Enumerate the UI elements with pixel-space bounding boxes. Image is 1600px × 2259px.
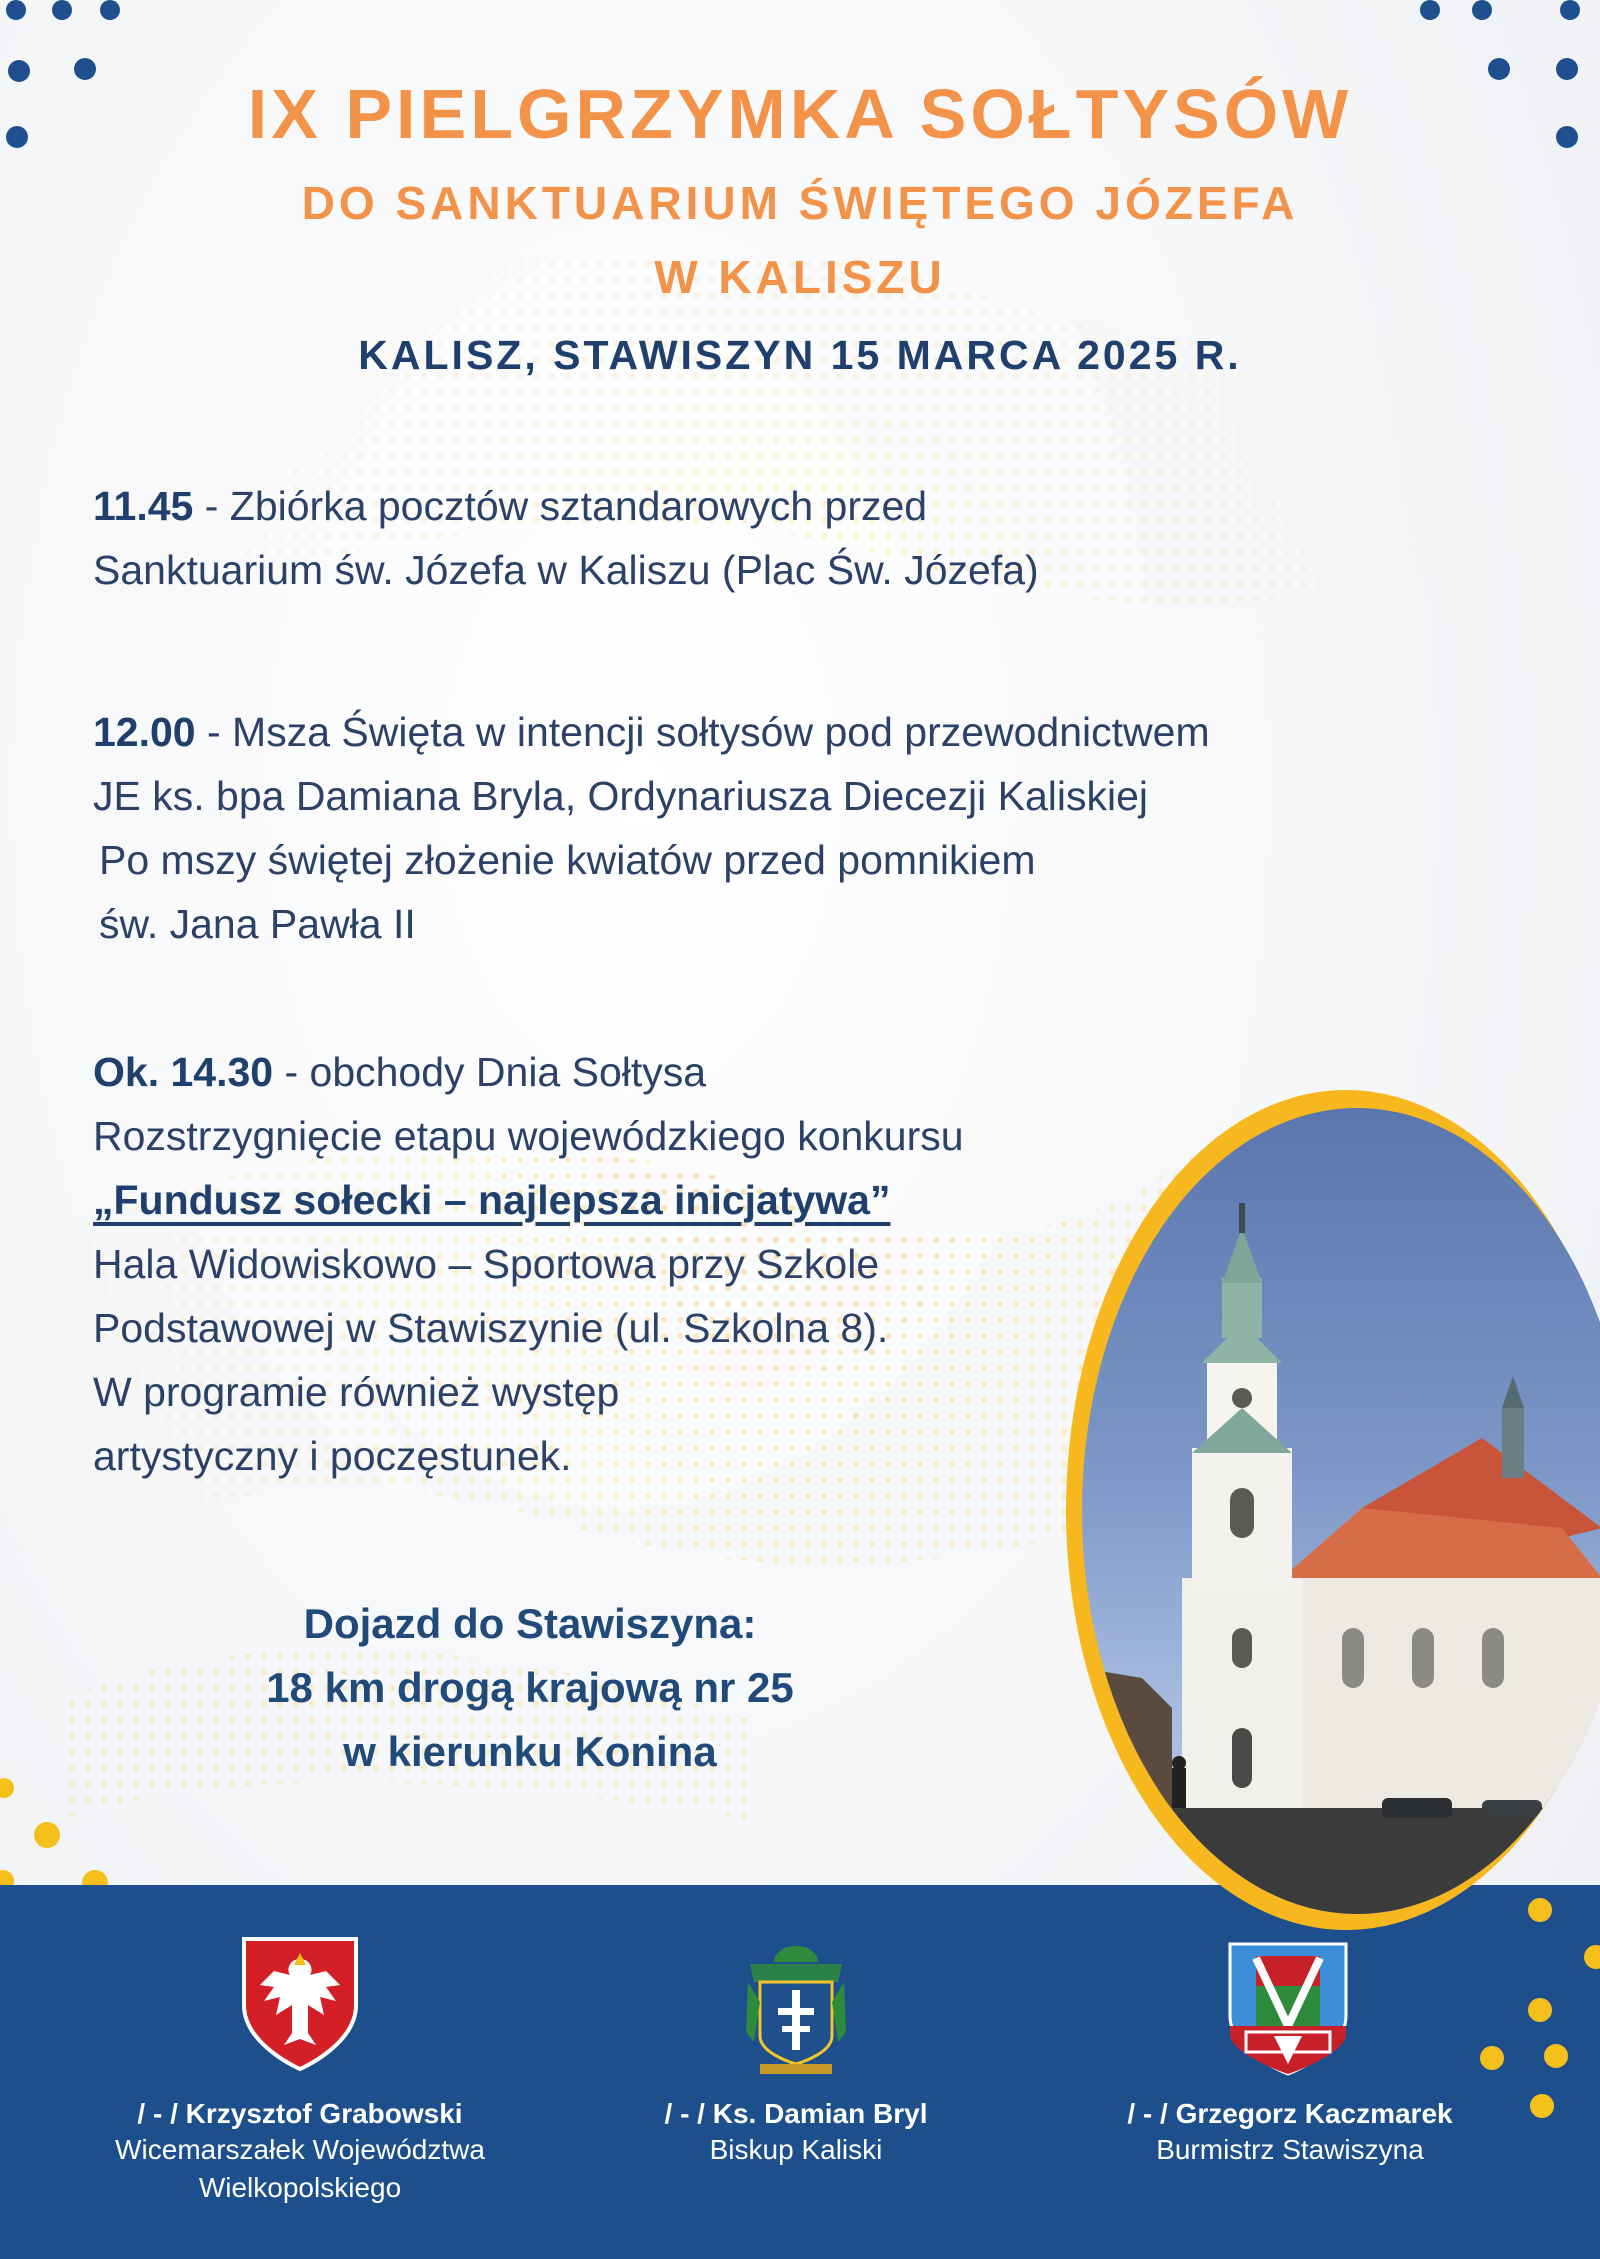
event-date-location: KALISZ, STAWISZYN 15 MARCA 2025 R. — [358, 332, 1242, 378]
church-illustration — [1082, 1108, 1600, 1914]
program-text: artystyczny i poczęstunek. — [93, 1433, 572, 1479]
bishop-coat-of-arms — [740, 1942, 852, 2076]
program-text: - Zbiórka pocztów sztandarowych przed — [193, 483, 928, 529]
program-item-2 — [93, 700, 1210, 956]
decorative-dot — [1528, 1898, 1552, 1922]
program-text: JE ks. bpa Damiana Bryla, Ordynariusza Diecezji Kaliskiej — [93, 773, 1149, 819]
travel-line: 18 km drogą krajową nr 25 — [266, 1664, 794, 1711]
program-text: Podstawowej w Stawiszynie (ul. Szkolna 8). — [93, 1305, 889, 1351]
program-text: Po mszy świętej złożenie kwiatów przed pomnikiem — [99, 837, 1036, 883]
wielkopolska-eagle-crest — [240, 1935, 360, 2073]
poster-subtitle-line1: DO SANKTUARIUM ŚWIĘTEGO JÓZEFA — [301, 177, 1299, 229]
decorative-dot — [1544, 2044, 1568, 2068]
signatory-role: Burmistrz Stawiszyna — [1156, 2134, 1424, 2165]
travel-line: w kierunku Konina — [343, 1728, 717, 1775]
program-item-3 — [93, 1040, 964, 1488]
decorative-dot — [1530, 2094, 1554, 2118]
poster-subtitle-line2: W KALISZU — [654, 251, 946, 303]
program-time: 11.45 — [93, 483, 194, 529]
signatory-role: Wielkopolskiego — [198, 2172, 402, 2203]
program-text: W programie również występ — [93, 1369, 620, 1415]
decorative-dot — [34, 1822, 60, 1848]
decorative-dot — [52, 0, 72, 20]
signatory-3 — [1070, 2098, 1510, 2168]
poster-title: IX PIELGRZYMKA SOŁTYSÓW — [247, 75, 1353, 153]
program-text: Hala Widowiskowo – Sportowa przy Szkole — [93, 1241, 880, 1287]
signatory-role: Biskup Kaliski — [709, 2134, 883, 2165]
program-text: - obchody Dnia Sołtysa — [273, 1049, 707, 1095]
stawiszyn-coat-of-arms — [1226, 1940, 1350, 2078]
decorative-dot — [1472, 0, 1492, 20]
church-photo — [1082, 1108, 1600, 1914]
signatory-name: / - / Ks. Damian Bryl — [664, 2098, 928, 2129]
program-text: - Msza Święta w intencji sołtysów pod przewodnictwem — [195, 709, 1210, 755]
program-time: 12.00 — [93, 709, 196, 755]
signatory-1 — [60, 2098, 540, 2206]
travel-directions — [160, 1592, 900, 1784]
program-item-1 — [93, 474, 1039, 602]
decorative-dot — [1420, 0, 1440, 20]
travel-line: Dojazd do Stawiszyna: — [303, 1600, 757, 1647]
decorative-dot — [6, 0, 26, 20]
decorative-dot — [1480, 2046, 1504, 2070]
program-text: Rozstrzygnięcie etapu wojewódzkiego konkursu — [93, 1113, 964, 1159]
decorative-dot — [1560, 0, 1580, 20]
decorative-dot — [1528, 1998, 1552, 2022]
signatory-name: / - / Krzysztof Grabowski — [137, 2098, 463, 2129]
program-time: Ok. 14.30 — [93, 1049, 274, 1095]
contest-name: „Fundusz sołecki – najlepsza inicjatywa” — [93, 1177, 891, 1223]
signatory-name: / - / Grzegorz Kaczmarek — [1127, 2098, 1453, 2129]
signatory-2 — [596, 2098, 996, 2168]
decorative-dot — [100, 0, 120, 20]
program-text: Sanktuarium św. Józefa w Kaliszu (Plac Św. Józefa) — [93, 547, 1039, 593]
program-text: św. Jana Pawła II — [99, 901, 416, 947]
signatory-role: Wicemarszałek Województwa — [115, 2134, 485, 2165]
